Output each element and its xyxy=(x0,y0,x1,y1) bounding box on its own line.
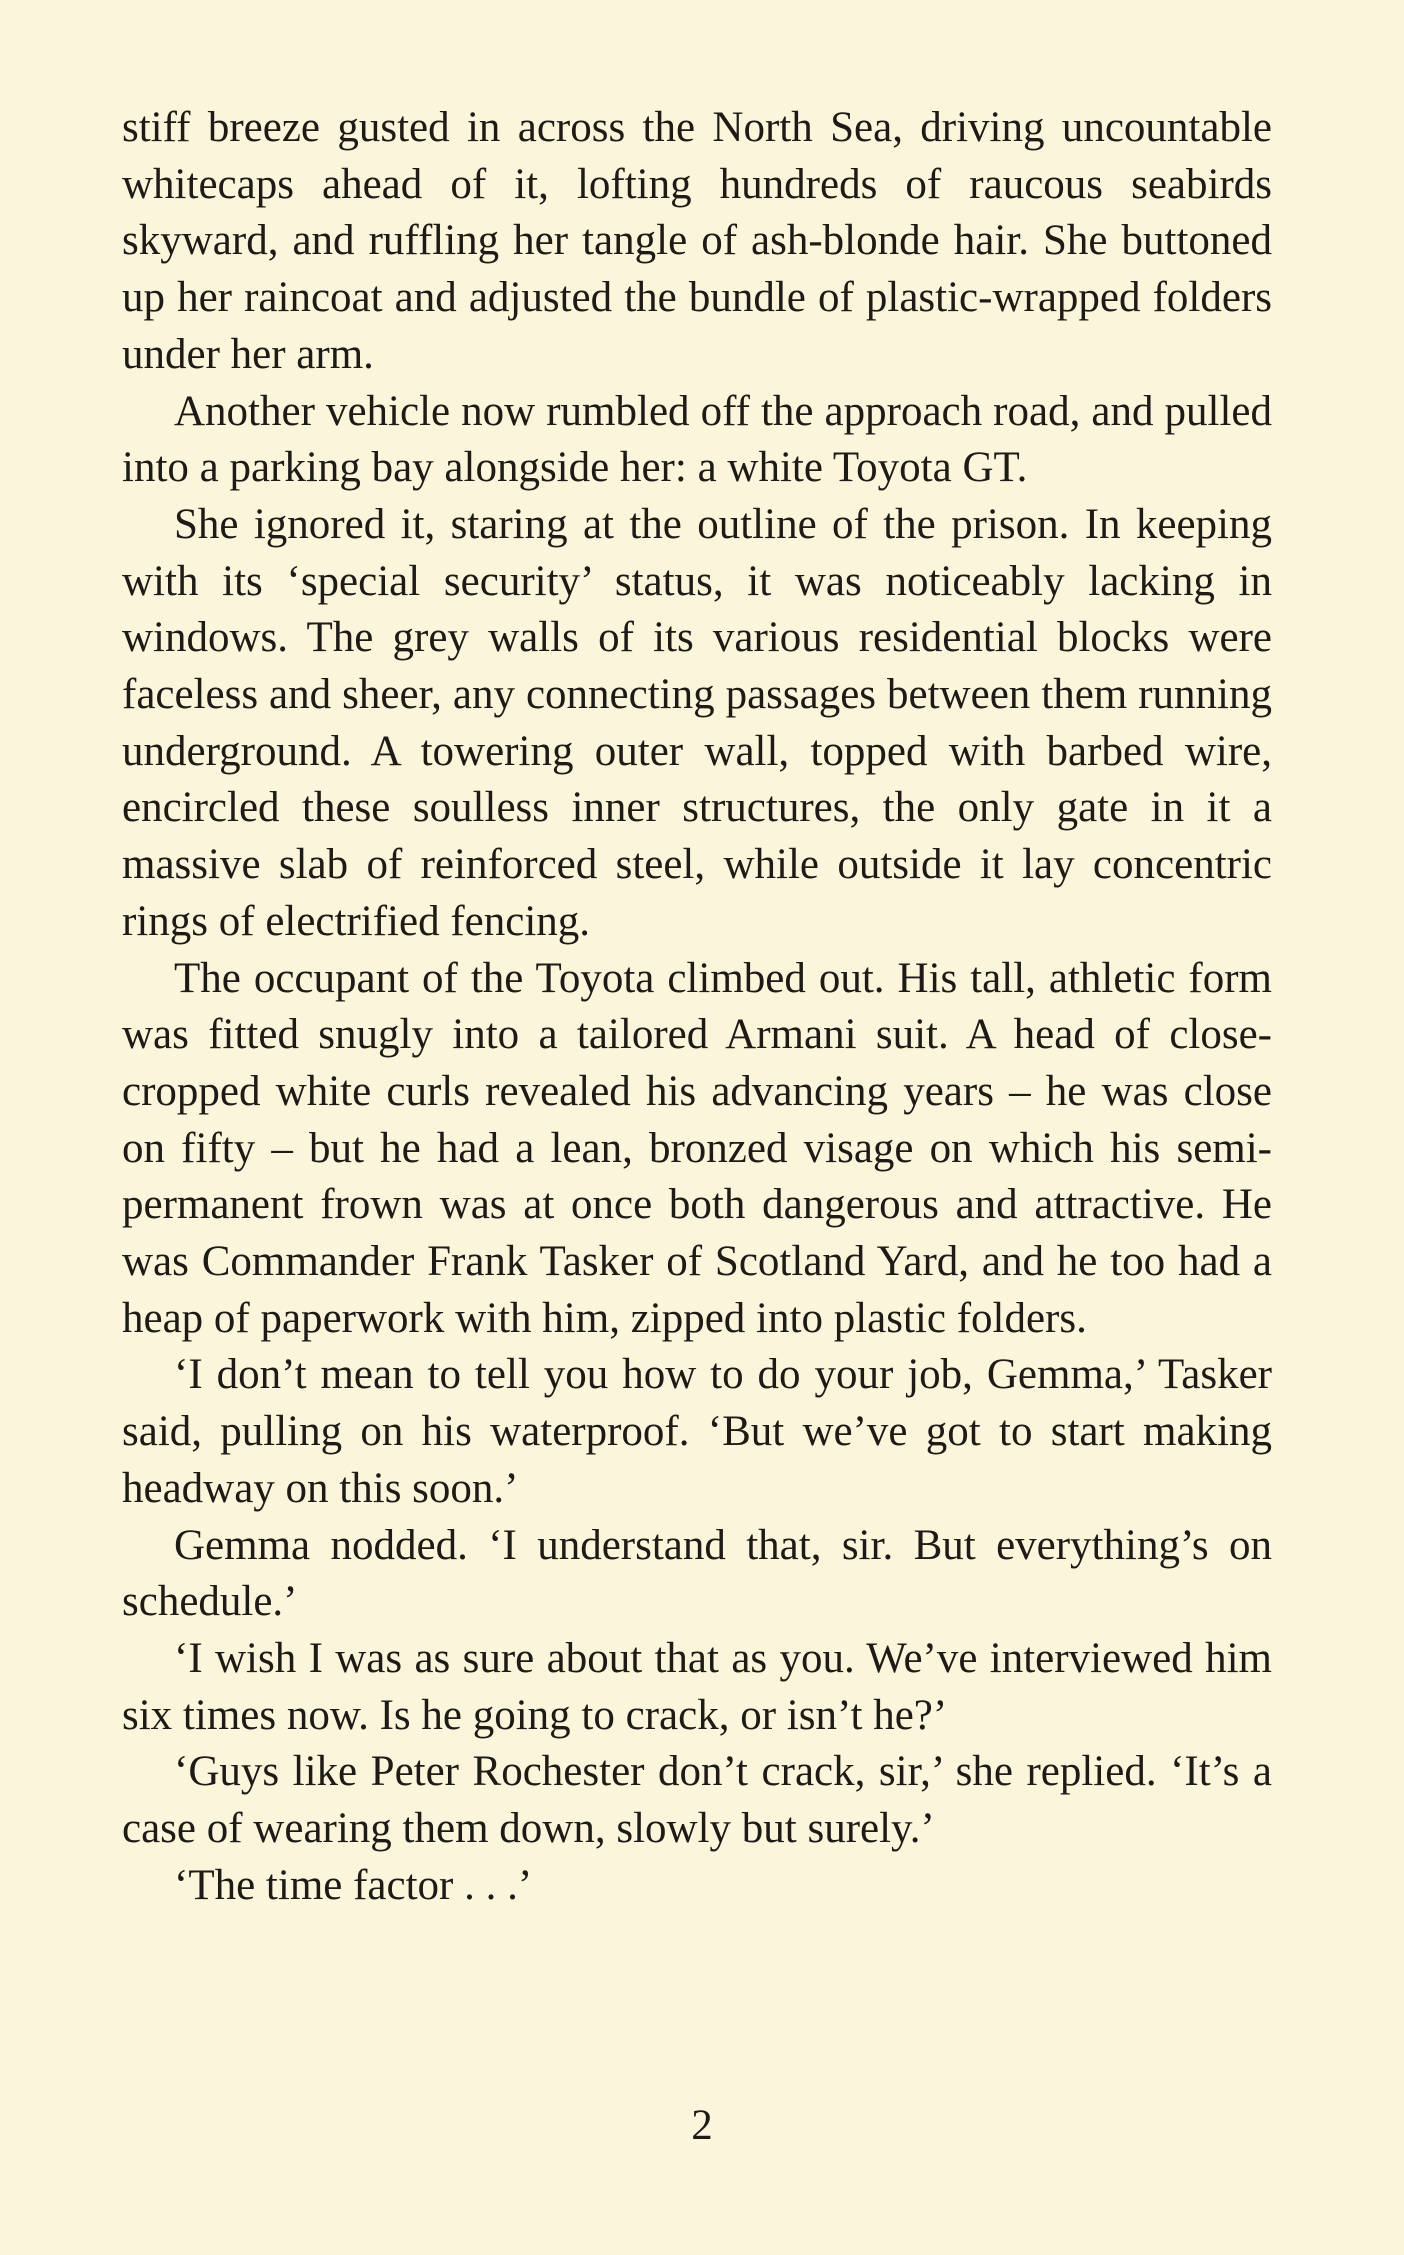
paragraph: ‘I wish I was as sure about that as you. We’ve interviewed him six times now. Is he going to crack, or isn’t he?’ xyxy=(122,1634,1272,1739)
paragraph: Gemma nodded. ‘I understand that, sir. But everything’s on schedule.’ xyxy=(122,1521,1272,1626)
paragraph: She ignored it, staring at the outline of the prison. In keeping with its ‘special security’ status, it was noticeably lacking in windows. The grey walls of its various residential blocks were faceless and sheer, any connecting passages between them running underground. A towering outer wall, topped with barbed wire, encircled these soulless inner structures, the only gate in it a massive slab of reinforced steel, while outside it lay concentric rings of electrified fencing. xyxy=(122,500,1272,945)
paragraph: Another vehicle now rumbled off the approach road, and pulled into a parking bay alongside her: a white Toyota GT. xyxy=(122,387,1272,492)
paragraph: ‘The time factor . . .’ xyxy=(174,1861,533,1909)
paragraph: ‘Guys like Peter Rochester don’t crack, sir,’ she replied. ‘It’s a case of wearing them down, slowly but surely.’ xyxy=(122,1748,1272,1853)
paragraph: ‘I don’t mean to tell you how to do your job, Gemma,’ Tasker said, pulling on his waterproof. ‘But we’ve got to start making headway on this soon.’ xyxy=(122,1351,1272,1512)
paragraph: stiff breeze gusted in across the North Sea, driving uncountable whitecaps ahead of it, lofting hundreds of raucous seabirds skyward, and ruffling her tangle of ash-blonde hair. She buttoned up her raincoat and adjusted the bundle of plastic-wrapped folders under her arm. xyxy=(122,104,1272,378)
paragraph: The occupant of the Toyota climbed out. His tall, athletic form was fitted snugly into a tailored Armani suit. A head of close-cropped white curls revealed his advancing years – he was close on fifty – but he had a lean, bronzed visage on which his semi-permanent frown was at once both dangerous and attractive. He was Commander Frank Tasker of Scotland Yard, and he too had a heap of paperwork with him, zipped into plastic folders. xyxy=(122,954,1272,1342)
page-number: 2 xyxy=(691,2102,713,2149)
body-text xyxy=(122,100,1272,1915)
